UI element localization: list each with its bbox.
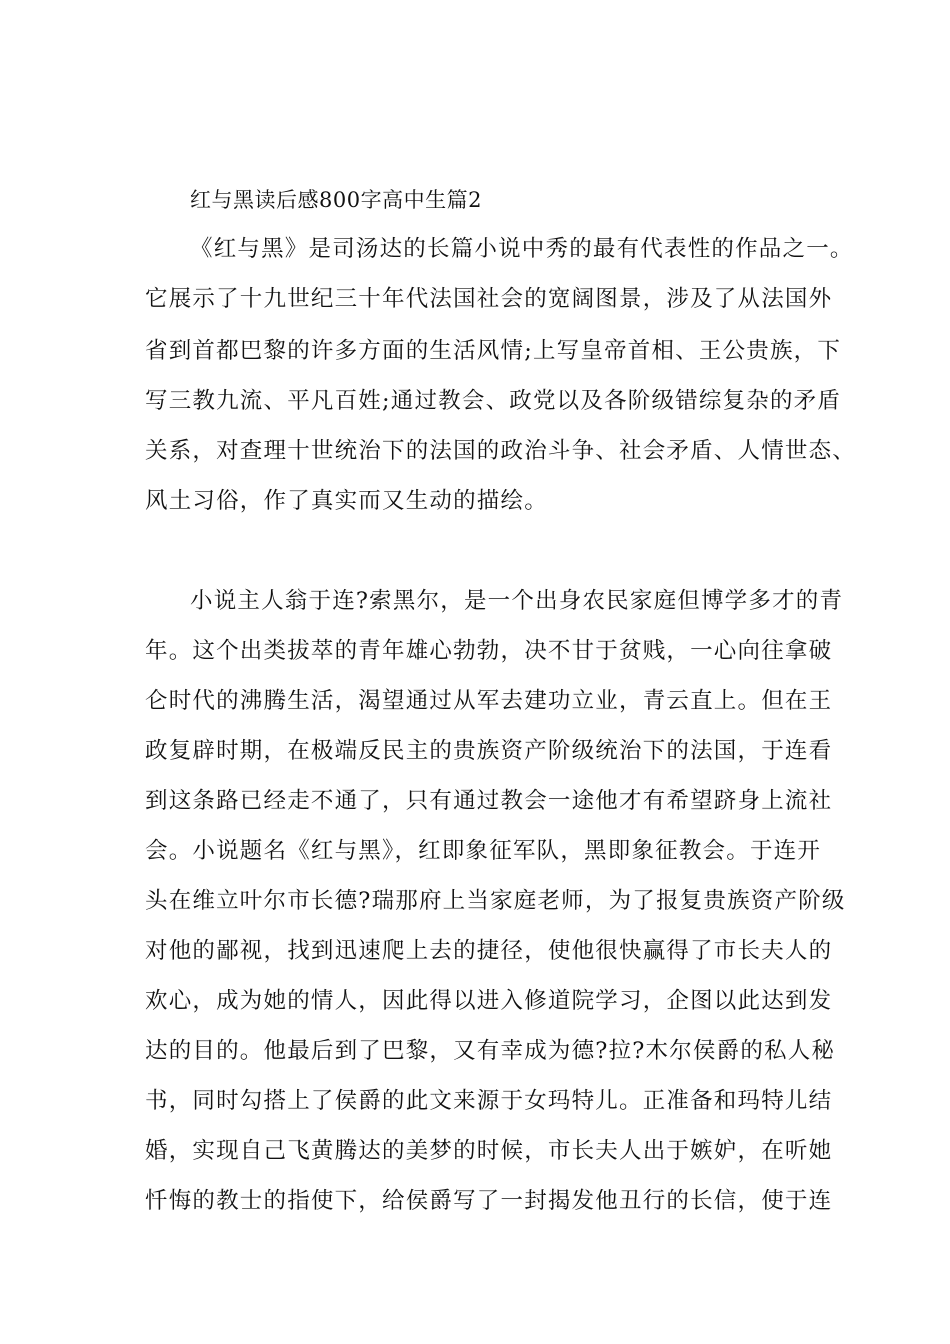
paragraph-1-line-2: 它展示了十九世纪三十年代法国社会的宽阔图景，涉及了从法国外: [145, 286, 833, 312]
paragraph-2-line-3: 仑时代的沸腾生活，渴望通过从军去建功立业，青云直上。但在王: [145, 688, 833, 714]
paragraph-2-line-13: 忏悔的教士的指使下，给侯爵写了一封揭发他丑行的长信，使于连: [145, 1188, 833, 1214]
paragraph-2-line-2: 年。这个出类拔萃的青年雄心勃勃，决不甘于贫贱，一心向往拿破: [145, 638, 833, 664]
paragraph-2-line-8: 对他的鄙视，找到迅速爬上去的捷径，使他很快赢得了市长夫人的: [145, 938, 833, 964]
paragraph-2-line-11: 书，同时勾搭上了侯爵的此文来源于女玛特儿。正准备和玛特儿结: [145, 1088, 833, 1114]
paragraph-1-line-5: 关系，对查理十世统治下的法国的政治斗争、社会矛盾、人情世态、: [145, 438, 857, 464]
paragraph-2-line-6: 会。小说题名《红与黑》，红即象征军队，黑即象征教会。于连开: [145, 838, 822, 864]
paragraph-2-line-5: 到这条路已经走不通了，只有通过教会一途他才有希望跻身上流社: [145, 788, 833, 814]
paragraph-1-line-6: 风土习俗，作了真实而又生动的描绘。: [145, 488, 548, 514]
paragraph-2-line-4: 政复辟时期，在极端反民主的贵族资产阶级统治下的法国，于连看: [145, 738, 833, 764]
paragraph-2-line-1: 小说主人翁于连?索黑尔，是一个出身农民家庭但博学多才的青: [190, 588, 844, 614]
paragraph-2-line-9: 欢心，成为她的情人，因此得以进入修道院学习，企图以此达到发: [145, 988, 833, 1014]
paragraph-1-line-3: 省到首都巴黎的许多方面的生活风情;上写皇帝首相、王公贵族，下: [145, 338, 842, 364]
paragraph-2-line-12: 婚，实现自己飞黄腾达的美梦的时候，市长夫人出于嫉妒，在听她: [145, 1138, 833, 1164]
paragraph-2-line-7: 头在维立叶尔市长德?瑞那府上当家庭老师，为了报复贵族资产阶级: [145, 888, 846, 914]
paragraph-1-line-4: 写三教九流、平凡百姓;通过教会、政党以及各阶级错综复杂的矛盾: [145, 388, 842, 414]
paragraph-1-line-1: 《红与黑》是司汤达的长篇小说中秀的最有代表性的作品之一。: [190, 236, 854, 262]
paragraph-2-line-10: 达的目的。他最后到了巴黎，又有幸成为德?拉?木尔侯爵的私人秘: [145, 1038, 836, 1064]
document-title: 红与黑读后感800字高中生篇2: [190, 188, 482, 212]
